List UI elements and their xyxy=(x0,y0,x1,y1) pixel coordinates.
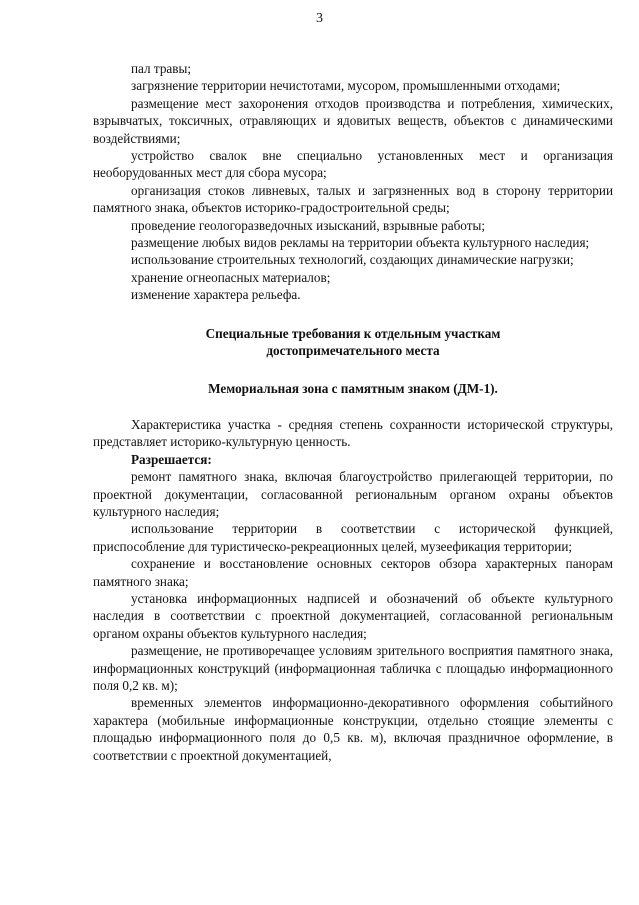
characteristic-paragraph: Характеристика участка - средняя степень сохранности исторической структуры, представляет историко-культурную ценность. xyxy=(93,416,613,450)
prohibited-list xyxy=(93,60,613,304)
list-item: размещение любых видов рекламы на территории объекта культурного наследия; xyxy=(131,235,590,251)
list-item: размещение мест захоронения отходов производства и потребления, химических, взрывчатых, токсичных, отравляющих и ядовитых веществ, объектов с динамическими воздействиями; xyxy=(93,95,613,146)
section-heading-line: Специальные требования к отдельным участкам xyxy=(205,325,501,341)
list-item: загрязнение территории нечистотами, мусором, промышленными отходами; xyxy=(131,78,561,94)
list-item: временных элементов информационно-декоративного оформления событийного характера (мобильные информационные конструкции, отдельно стоящие элементы с площадью информационного поля до 0,5 кв. м), включая праздничное оформление, в соответствии с проектной документацией, xyxy=(93,695,613,763)
section-heading xyxy=(93,325,613,360)
list-item: проведение геологоразведочных изысканий, взрывные работы; xyxy=(131,217,486,233)
list-item: изменение характера рельефа. xyxy=(131,287,301,303)
page-number: 3 xyxy=(316,11,323,26)
zone-heading: Мемориальная зона с памятным знаком (ДМ-1). xyxy=(208,380,498,396)
list-item: размещение, не противоречащее условиям зрительного восприятия памятного знака, информационных конструкций (информационная табличка с площадью информационного поля 0,2 кв. м); xyxy=(93,643,613,693)
section-heading-line: достопримечательного места xyxy=(266,343,440,359)
list-item: использование строительных технологий, создающих динамические нагрузки; xyxy=(131,252,574,268)
list-item: сохранение и восстановление основных секторов обзора характерных панорам памятного знака; xyxy=(93,556,613,589)
list-item: установка информационных надписей и обозначений об объекте культурного наследия в соответствии с проектной документацией, согласованной региональным органом охраны объектов культурного наследия; xyxy=(93,590,613,641)
list-item: ремонт памятного знака, включая благоустройство прилегающей территории, по проектной документации, согласованной региональным органом охраны объектов культурного наследия; xyxy=(93,469,613,519)
list-item: использование территории в соответствии с исторической функцией, приспособление для туристическо-рекреационных целей, музеефикация территории; xyxy=(93,521,613,554)
list-item: организация стоков ливневых, талых и загрязненных вод в сторону территории памятного знака, объектов историко-градостроительной среды; xyxy=(93,182,613,216)
page-content xyxy=(93,60,613,764)
zone-description xyxy=(93,416,613,764)
list-item: хранение огнеопасных материалов; xyxy=(131,269,331,285)
allowed-label: Разрешается: xyxy=(131,451,212,467)
list-item: устройство свалок вне специально установленных мест и организация необорудованных мест для сбора мусора; xyxy=(93,148,613,181)
list-item: пал травы; xyxy=(131,61,192,76)
